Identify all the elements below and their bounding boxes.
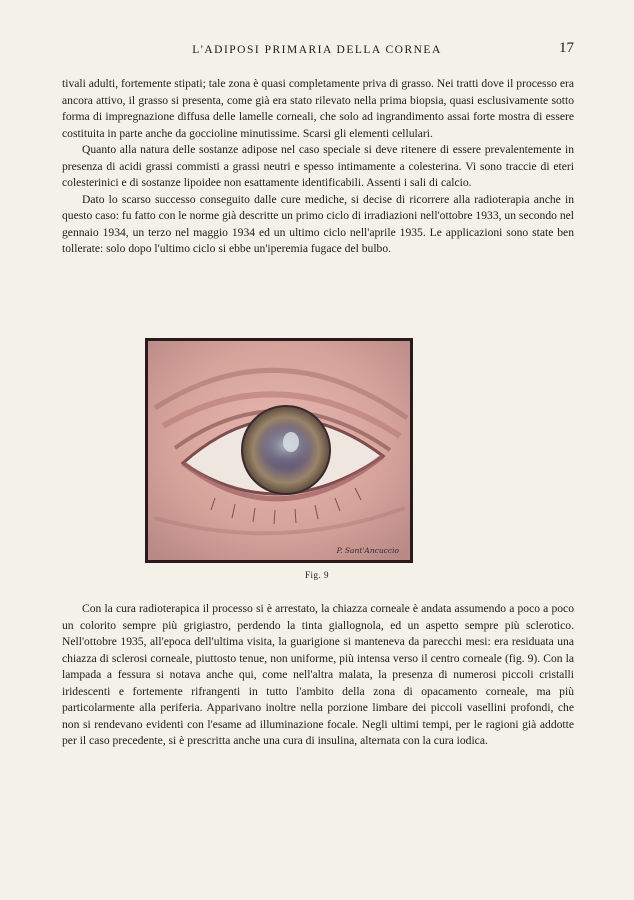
- paragraph: Quanto alla natura delle sostanze adipose nel caso speciale si deve ritenere di essere prevalentemente in presenza di acidi grassi commisti a grassi neutri e spesso intimamente a colesterina. Vi sono traccie di eteri colesterinici e di sostanze lipoidee non esattamente identificabili. Assenti i sali di calcio.: [62, 143, 574, 189]
- running-title: L'ADIPOSI PRIMARIA DELLA CORNEA: [192, 44, 442, 56]
- paragraph: tivali adulti, fortemente stipati; tale zona è quasi completamente priva di grasso. Nei tratti dove il processo era ancora attivo, il grasso si presenta, come già era stato rilevato nella prima biopsia, quasi esclusivamente sotto forma di impregnazione diffusa delle lamelle corneali, che solo ad ingrandimento assai forte mostra di essere costituita in parte anche da goccioline minutissime. Scarsi gli elementi cellulari.: [62, 77, 574, 140]
- paragraph: Con la cura radioterapica il processo si è arrestato, la chiazza corneale è andata assumendo a poco a poco un colorito sempre più grigiastro, perdendo la tinta giallognola, ed un aspetto sempre più sclerotico. Nell'ottobre 1935, all'epoca dell'ultima visita, la guarigione si manteneva da parecchi mesi: era residuata una chiazza di sclerosi corneale, piuttosto tenue, non uniforme, più intensa verso il centro corneale (fig. 9). Con la lampada a fessura si notava anche qui, come nell'altra malata, la presenza di numerosi piccoli cristalli iridescenti e fortemente rifrangenti in tutto l'ambito della zona di opacamento corneale, ma più particolarmente alla periferia. Apparivano inoltre nella porzione limbare dei piccoli vasellini profondi, che non si rendevano evidenti con l'esame ad illuminazione focale. Negli ultimi tempi, per le ragioni già addotte per il caso precedente, si è prescritta anche una cura di insulina, alternata con la cura iodica.: [62, 602, 574, 747]
- text-block-bottom: [62, 601, 574, 750]
- page-number: 17: [559, 40, 574, 56]
- paragraph: Dato lo scarso successo conseguito dalle cure mediche, si decise di ricorrere alla radioterapia anche in questo caso: fu fatto con le norme già descritte un primo ciclo di irradiazioni nell'ottobre 1933, un secondo nel gennaio 1934, un terzo nel maggio 1934 ed un ultimo ciclo nell'aprile 1935. Le applicazioni sono state ben tollerate: solo dopo l'ultimo ciclo si ebbe un'iperemia fugace del bulbo.: [62, 192, 574, 255]
- page-header: [60, 40, 574, 62]
- text-block-top: [62, 76, 574, 258]
- eye-drawing: [145, 338, 413, 563]
- artist-signature: P. Sant'Ancuccio: [336, 546, 399, 555]
- figure-caption: Fig. 9: [304, 570, 329, 580]
- eye-illustration: [145, 338, 413, 563]
